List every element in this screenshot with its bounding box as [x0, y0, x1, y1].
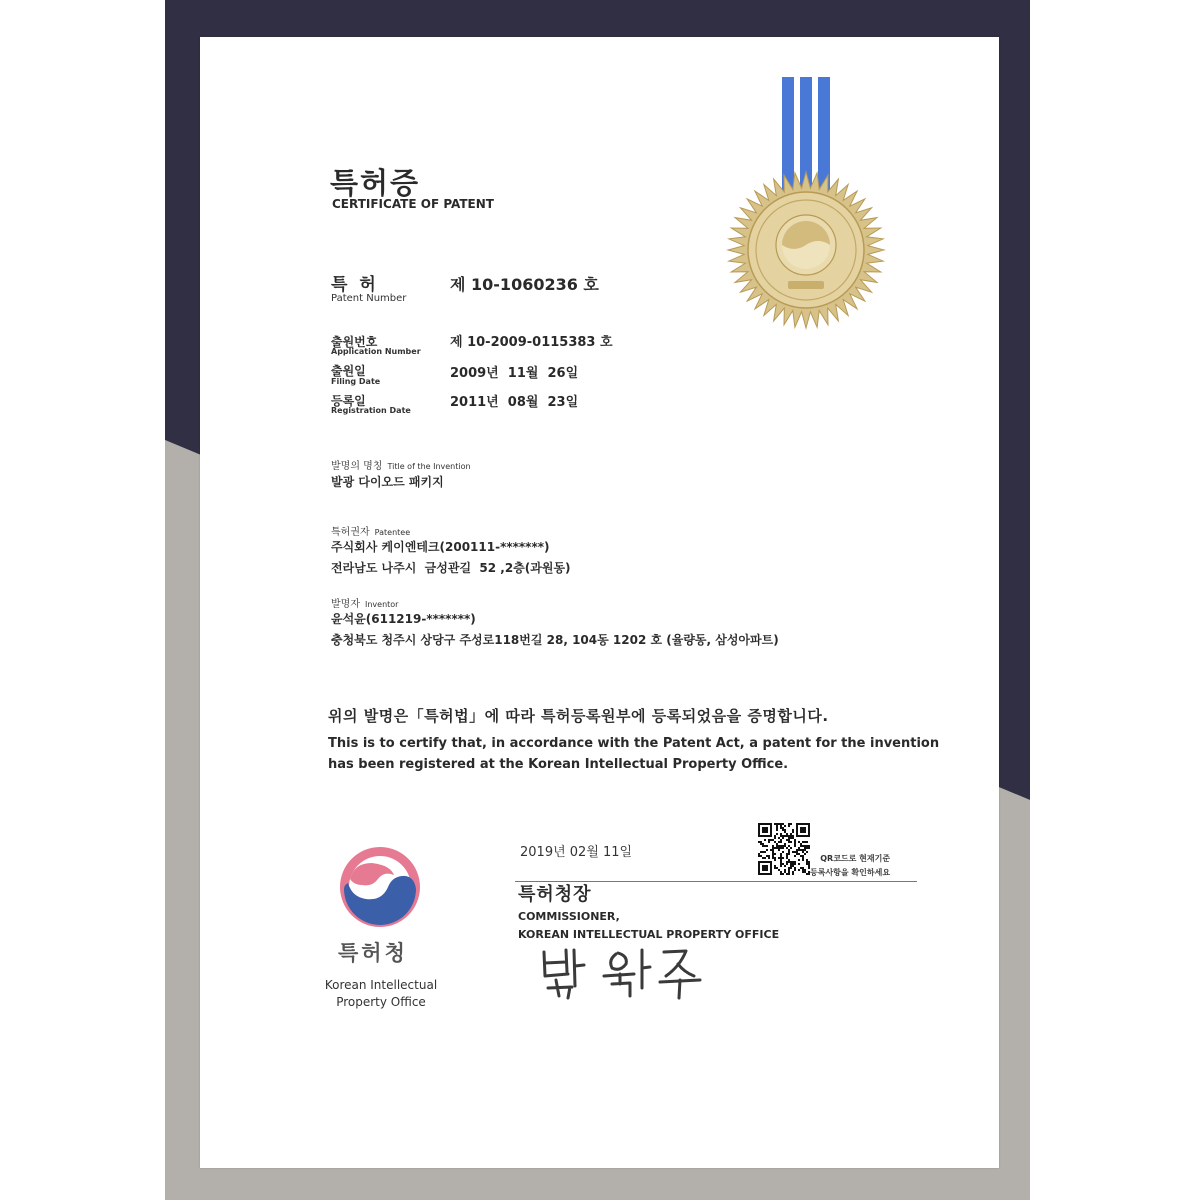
registration-date-value: 2011년 08월 23일: [450, 395, 579, 410]
kipo-logo-ko: 특허청: [338, 941, 408, 965]
patentee-name: 주식회사 케이엔테크(200111-*******): [331, 540, 550, 554]
inventor-details: [331, 609, 779, 651]
kipo-emblem-icon: [338, 845, 422, 933]
inventor-label-en: Inventor: [364, 600, 399, 609]
patentee-label-ko: 특허권자: [331, 527, 370, 538]
patent-number-value: 제 10-1060236 호: [450, 275, 599, 294]
certificate-title-en: CERTIFICATE OF PATENT: [332, 197, 494, 211]
commissioner-en-line-2: KOREAN INTELLECTUAL PROPERTY OFFICE: [518, 928, 780, 941]
certificate-paper: [200, 37, 999, 1168]
qr-note: [810, 852, 890, 880]
certification-en-line-2: has been registered at the Korean Intellectual Property Office.: [328, 757, 789, 772]
patentee-label: [331, 523, 410, 538]
commissioner-signature: [538, 942, 708, 1004]
qr-note-line-2: 등록사항을 확인하세요: [810, 868, 891, 877]
commissioner-title-ko: 특허청장: [518, 884, 592, 905]
certification-statement-en: [328, 733, 939, 775]
issue-date: 2019년 02월 11일: [520, 845, 633, 860]
invention-title-label: [331, 457, 471, 472]
inventor-address: 충청북도 청주시 상당구 주성로118번길 28, 104동 1202 호 (율량동, 삼성아파트): [331, 633, 779, 647]
certification-statement-ko: 위의 발명은「특허법」에 따라 특허등록원부에 등록되었음을 증명합니다.: [328, 707, 829, 725]
inventor-label-ko: 발명자: [331, 599, 360, 610]
gold-seal-medal: [716, 75, 906, 339]
filing-date-value: 2009년 11월 26일: [450, 366, 579, 381]
filing-date-label-ko: 출원일: [331, 364, 366, 378]
kipo-logo-en: [318, 977, 444, 1011]
kipo-logo-en-line-1: Korean Intellectual: [324, 978, 438, 992]
invention-title-label-en: Title of the Invention: [387, 462, 471, 471]
commissioner-en-line-1: COMMISSIONER,: [518, 910, 620, 923]
registration-date-label-ko: 등록일: [331, 394, 366, 408]
inventor-label: [331, 595, 398, 610]
certification-en-line-1: This is to certify that, in accordance with the Patent Act, a patent for the invention: [328, 736, 940, 751]
patentee-label-en: Patentee: [374, 528, 411, 537]
qr-note-line-1: QR코드로 현재기준: [820, 854, 891, 863]
patent-number-label-en: Patent Number: [331, 293, 407, 304]
certificate-title-ko: 특허증: [330, 166, 421, 200]
patentee-details: [331, 537, 571, 579]
application-number-label-ko: 출원번호: [331, 335, 378, 349]
qr-code[interactable]: [758, 823, 810, 879]
inventor-name: 윤석윤(611219-*******): [331, 612, 476, 626]
application-number-value: 제 10-2009-0115383 호: [450, 335, 613, 350]
patent-number-label-ko: 특 허: [331, 275, 379, 295]
kipo-logo-en-line-2: Property Office: [336, 995, 426, 1009]
filing-date-label-en: Filing Date: [331, 377, 381, 386]
application-number-label-en: Application Number: [331, 347, 421, 356]
patentee-address: 전라남도 나주시 금성관길 52 ,2층(과원동): [331, 561, 571, 575]
registration-date-label-en: Registration Date: [331, 406, 411, 415]
invention-title-value: 발광 다이오드 패키지: [331, 475, 444, 489]
commissioner-title-en: [518, 908, 779, 944]
invention-title-label-ko: 발명의 명칭: [331, 461, 383, 472]
